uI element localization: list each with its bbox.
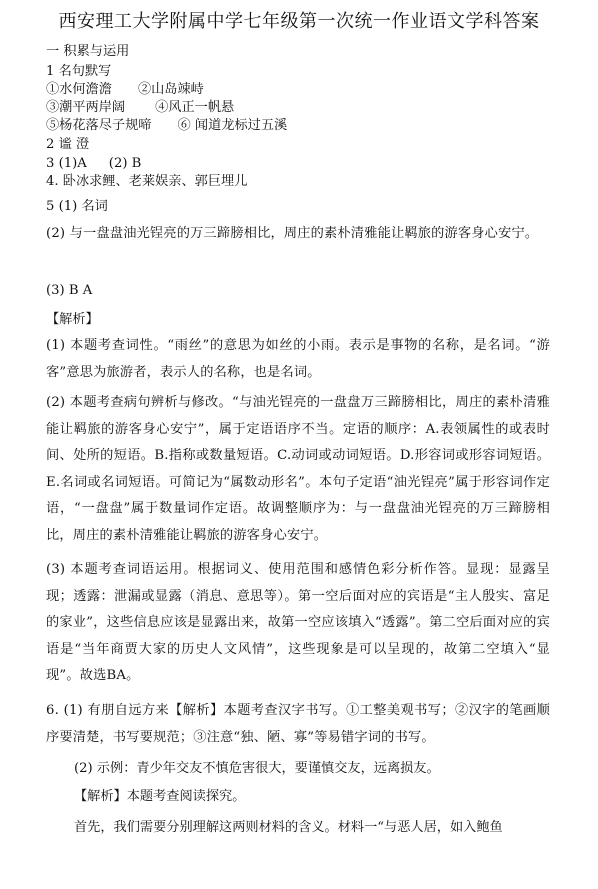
question-1-row-2 [46, 99, 566, 117]
question-5-part-3: (3) B A [46, 283, 93, 298]
question-2: 2 谧 澄 [46, 137, 90, 152]
question-5-part-2: (2) 与一盘盘油光锃亮的万三蹄膀相比，周庄的素朴清雅能让羁旅的游客身心安宁。 [46, 226, 539, 241]
answer-item: ②山岛竦峙 [137, 82, 204, 97]
question-3 [46, 155, 566, 173]
answer-item: ①水何澹澹 [46, 82, 112, 97]
answer-item: ⑥ 闻道龙标过五溪 [177, 118, 288, 133]
analysis-part-1: (1) 本题考查词性。“雨丝”的意思为如丝的小雨。表示是事物的名称，是名词。“游客”意思为旅游者，表示人的名称，也是名词。 [46, 338, 550, 380]
question-1-row-3 [46, 117, 566, 135]
question-6-part-2: (2) 示例：青少年交友不慎危害很大，要谨慎交友，远离损友。 [74, 761, 440, 776]
analysis-label: 【解析】 [46, 312, 99, 327]
question-1-heading: 1 名句默写 [46, 64, 112, 79]
analysis-part-2: (2) 本题考查病句辨析与修改。“与油光锃亮的一盘盘万三蹄膀相比，周庄的素朴清雅能让羁旅的游客身心安宁”，属于定语语序不当。定语的顺序：A.表领属性的或表时间、处所的短语。B.指称或数量短语。C.动词或动词短语。D.形容词或形容词短语。E.名词或名词短语。可简记为“属数动形名”。本句子定语“油光锃亮”属于形容词作定语，“一盘盘”属于数量词作定语。故调整顺序为：与一盘盘油光锃亮的万三蹄膀相比，周庄的素朴清雅能让羁旅的游客身心安宁。 [46, 395, 550, 543]
analysis-part-3: (3) 本题考查词语运用。根据词义、使用范围和感情色彩分析作答。显现：显露呈现；透露：泄漏或显露（消息、意思等）。第一空后面对应的宾语是“主人殷实、富足的家业”，这些信息应该是显露出来，故第一空应该填入“透露”。第二空后面对应的宾语是“当年商贾大家的历史人文风情”，这些现象是可以呈现的，故第二空填入“显现”。故选BA。 [46, 562, 550, 683]
question-1-row-1 [46, 81, 566, 99]
answer-item: ③潮平两岸阔 [46, 100, 126, 115]
page-title: 西安理工大学附属中学七年级第一次统一作业语文学科答案 [58, 11, 540, 32]
answer-item: 3 (1)A [46, 156, 87, 171]
question-6-analysis-text: 首先，我们需要分别理解这两则材料的含义。材料一“与恶人居，如入鲍鱼 [74, 820, 503, 835]
question-4: 4. 卧冰求鲤、老莱娱亲、郭巨埋儿 [46, 174, 248, 189]
section-heading: 一 积累与运用 [46, 44, 130, 59]
question-6-part-1: 6. (1) 有朋自远方来【解析】本题考查汉字书写。①工整美观书写；②汉字的笔画顺序要清楚，书写要规范；③注意“独、陋、寡”等易错字词的书写。 [46, 703, 550, 745]
question-5-part-1: 5 (1) 名词 [46, 199, 108, 214]
answer-item: ④风正一帆悬 [155, 100, 235, 115]
question-6-analysis: 【解析】本题考查阅读探究。 [74, 789, 246, 804]
answer-item: (2) B [108, 156, 142, 171]
answer-item: ⑤杨花落尽子规啼 [46, 118, 152, 133]
